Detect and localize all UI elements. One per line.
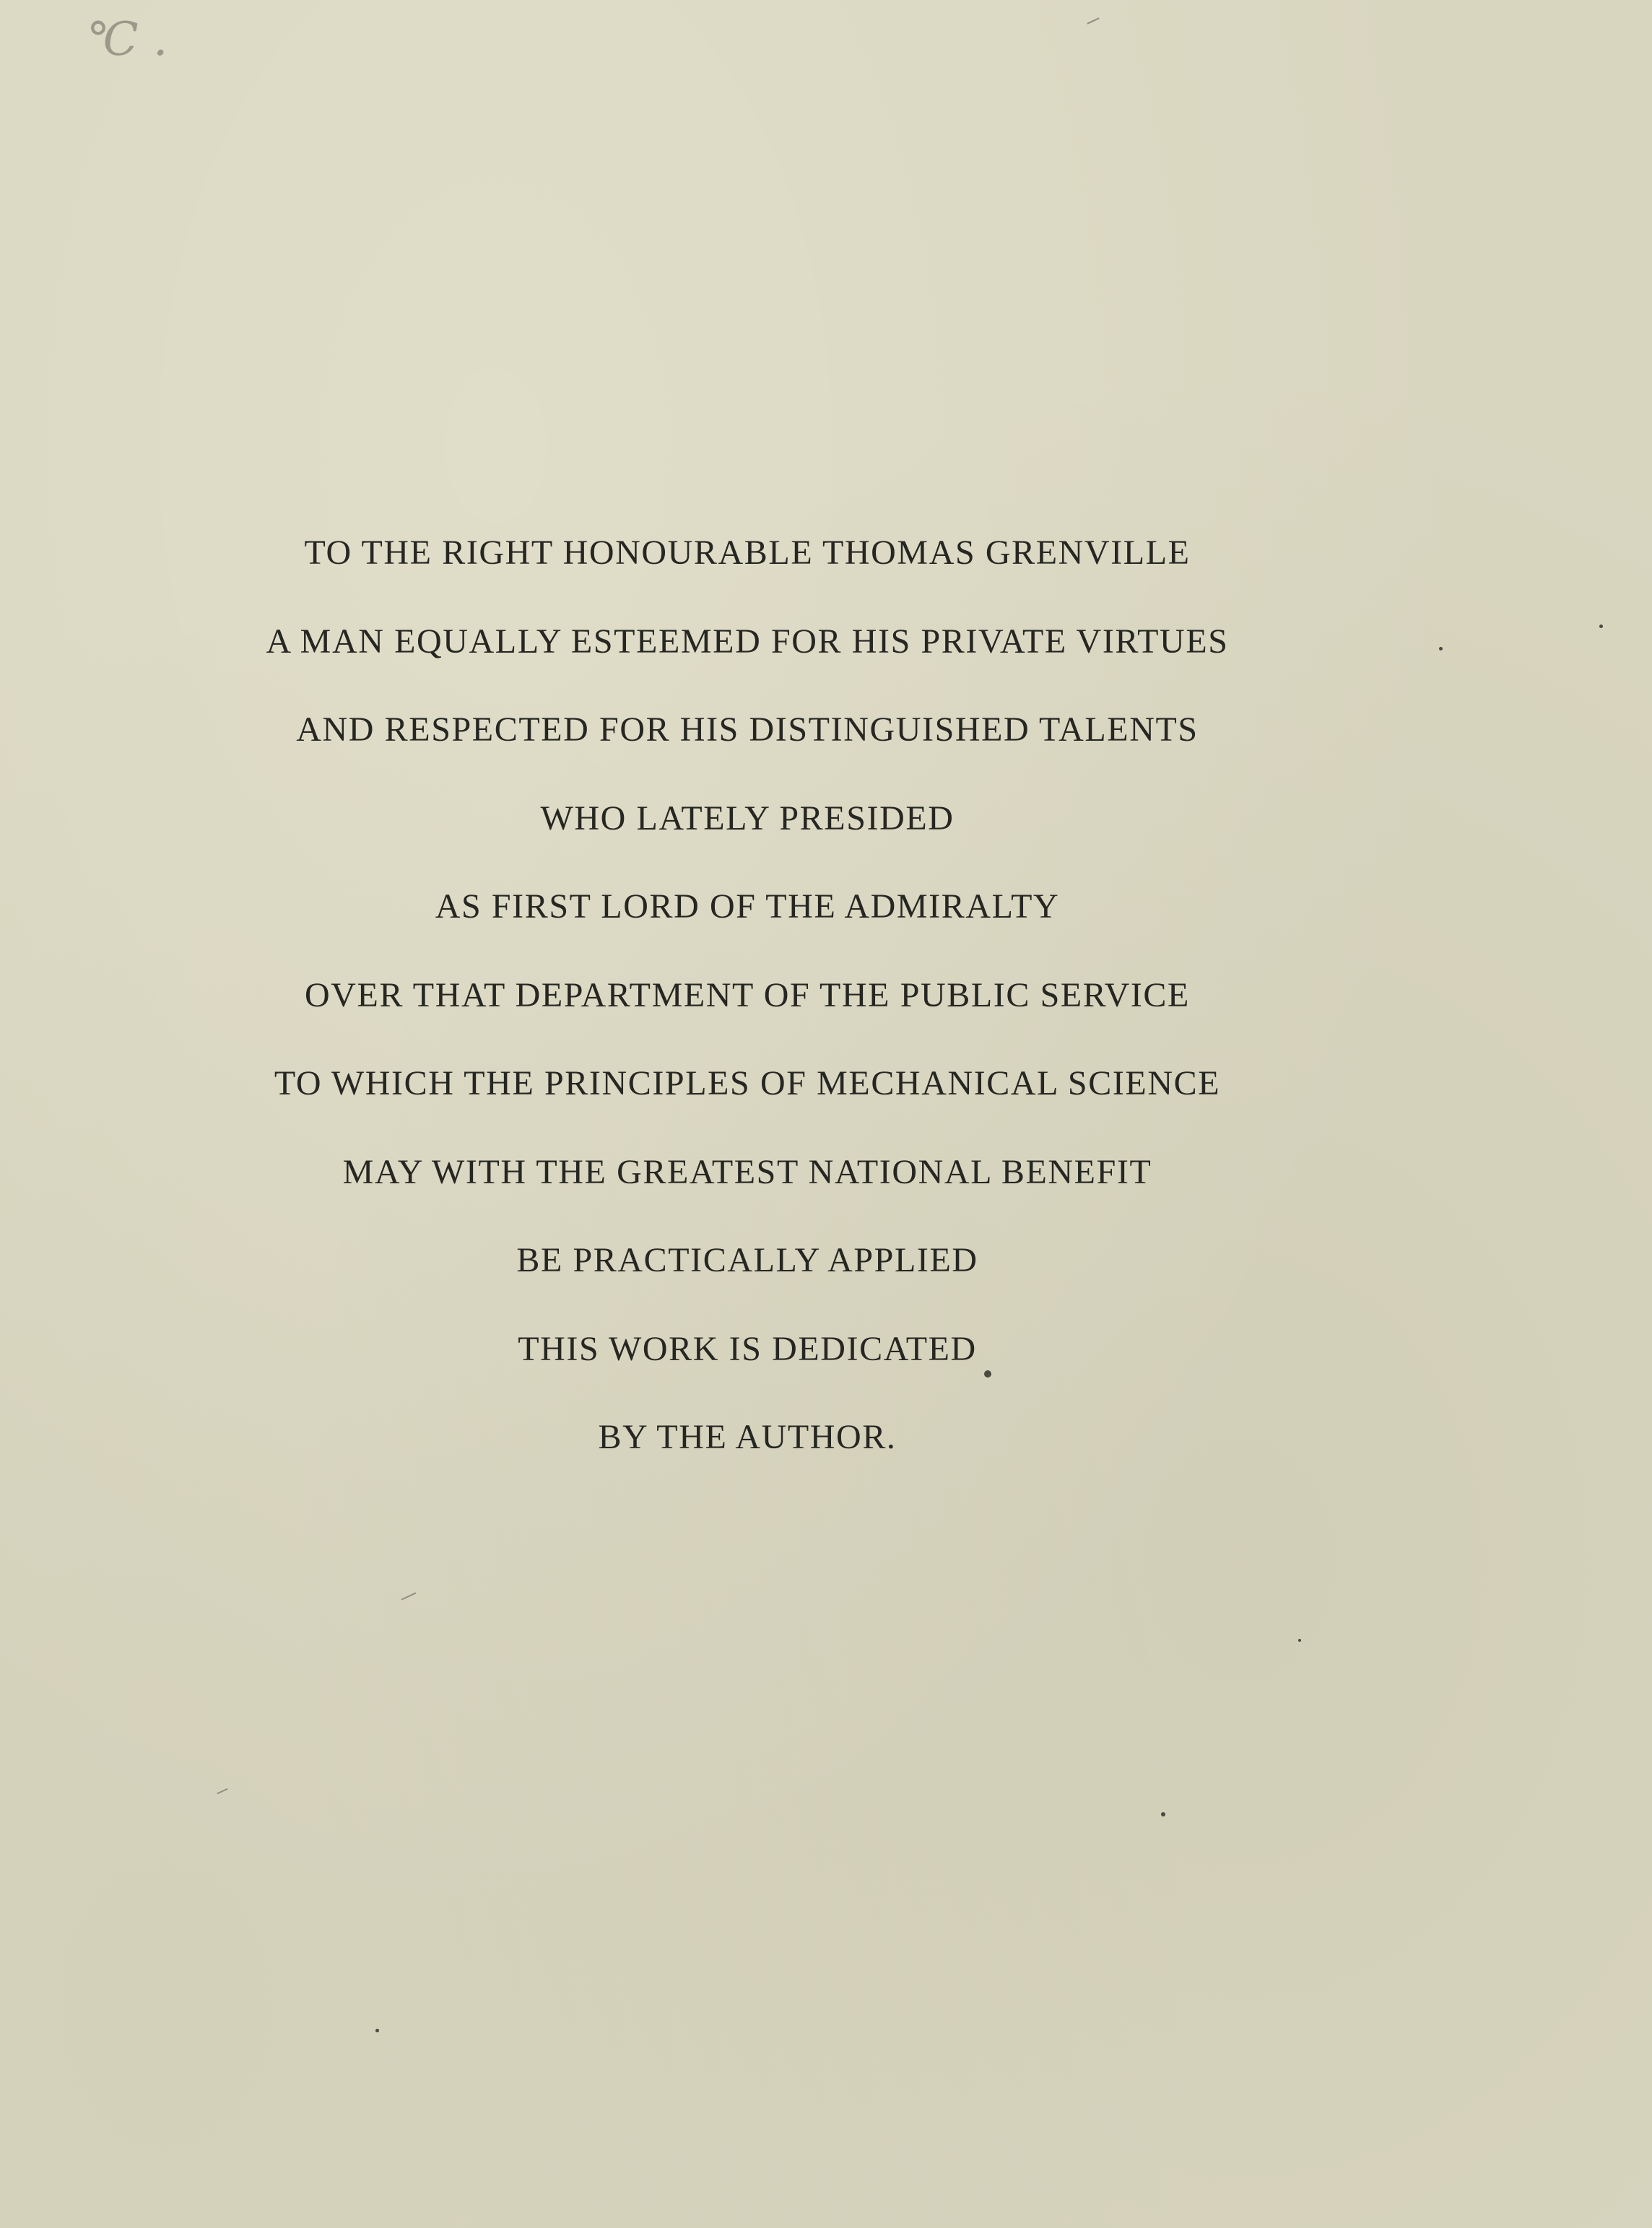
paper-speck bbox=[1439, 647, 1443, 650]
paper-fleck bbox=[217, 1788, 227, 1795]
dedication-line: TO WHICH THE PRINCIPLES OF MECHANICAL SCIENCE bbox=[274, 1064, 1221, 1102]
paper-speck bbox=[1298, 1639, 1301, 1642]
paper-fleck bbox=[1087, 17, 1099, 24]
paper-speck bbox=[984, 1370, 991, 1378]
dedication-line: MAY WITH THE GREATEST NATIONAL BENEFIT bbox=[342, 1152, 1152, 1191]
dedication-line: WHO LATELY PRESIDED bbox=[540, 798, 955, 837]
paper-speck bbox=[375, 2029, 379, 2032]
dedication-line: AS FIRST LORD OF THE ADMIRALTY bbox=[435, 887, 1060, 926]
dedication-line: BE PRACTICALLY APPLIED bbox=[516, 1241, 978, 1279]
paper-speck bbox=[1161, 1812, 1165, 1816]
dedication-line: BY THE AUTHOR. bbox=[598, 1418, 897, 1456]
dedication-line: AND RESPECTED FOR HIS DISTINGUISHED TALENTS bbox=[296, 710, 1199, 749]
paper-speck bbox=[1599, 625, 1603, 628]
dedication-block bbox=[0, 509, 1495, 1482]
handwritten-annotation: ℃ . bbox=[87, 13, 168, 66]
dedication-line: THIS WORK IS DEDICATED bbox=[518, 1329, 977, 1368]
paper-fleck bbox=[401, 1592, 417, 1600]
dedication-line: A MAN EQUALLY ESTEEMED FOR HIS PRIVATE VIRTUES bbox=[266, 622, 1229, 661]
dedication-line: TO THE RIGHT HONOURABLE THOMAS GRENVILLE bbox=[304, 534, 1191, 572]
dedication-line: OVER THAT DEPARTMENT OF THE PUBLIC SERVICE bbox=[305, 975, 1190, 1014]
